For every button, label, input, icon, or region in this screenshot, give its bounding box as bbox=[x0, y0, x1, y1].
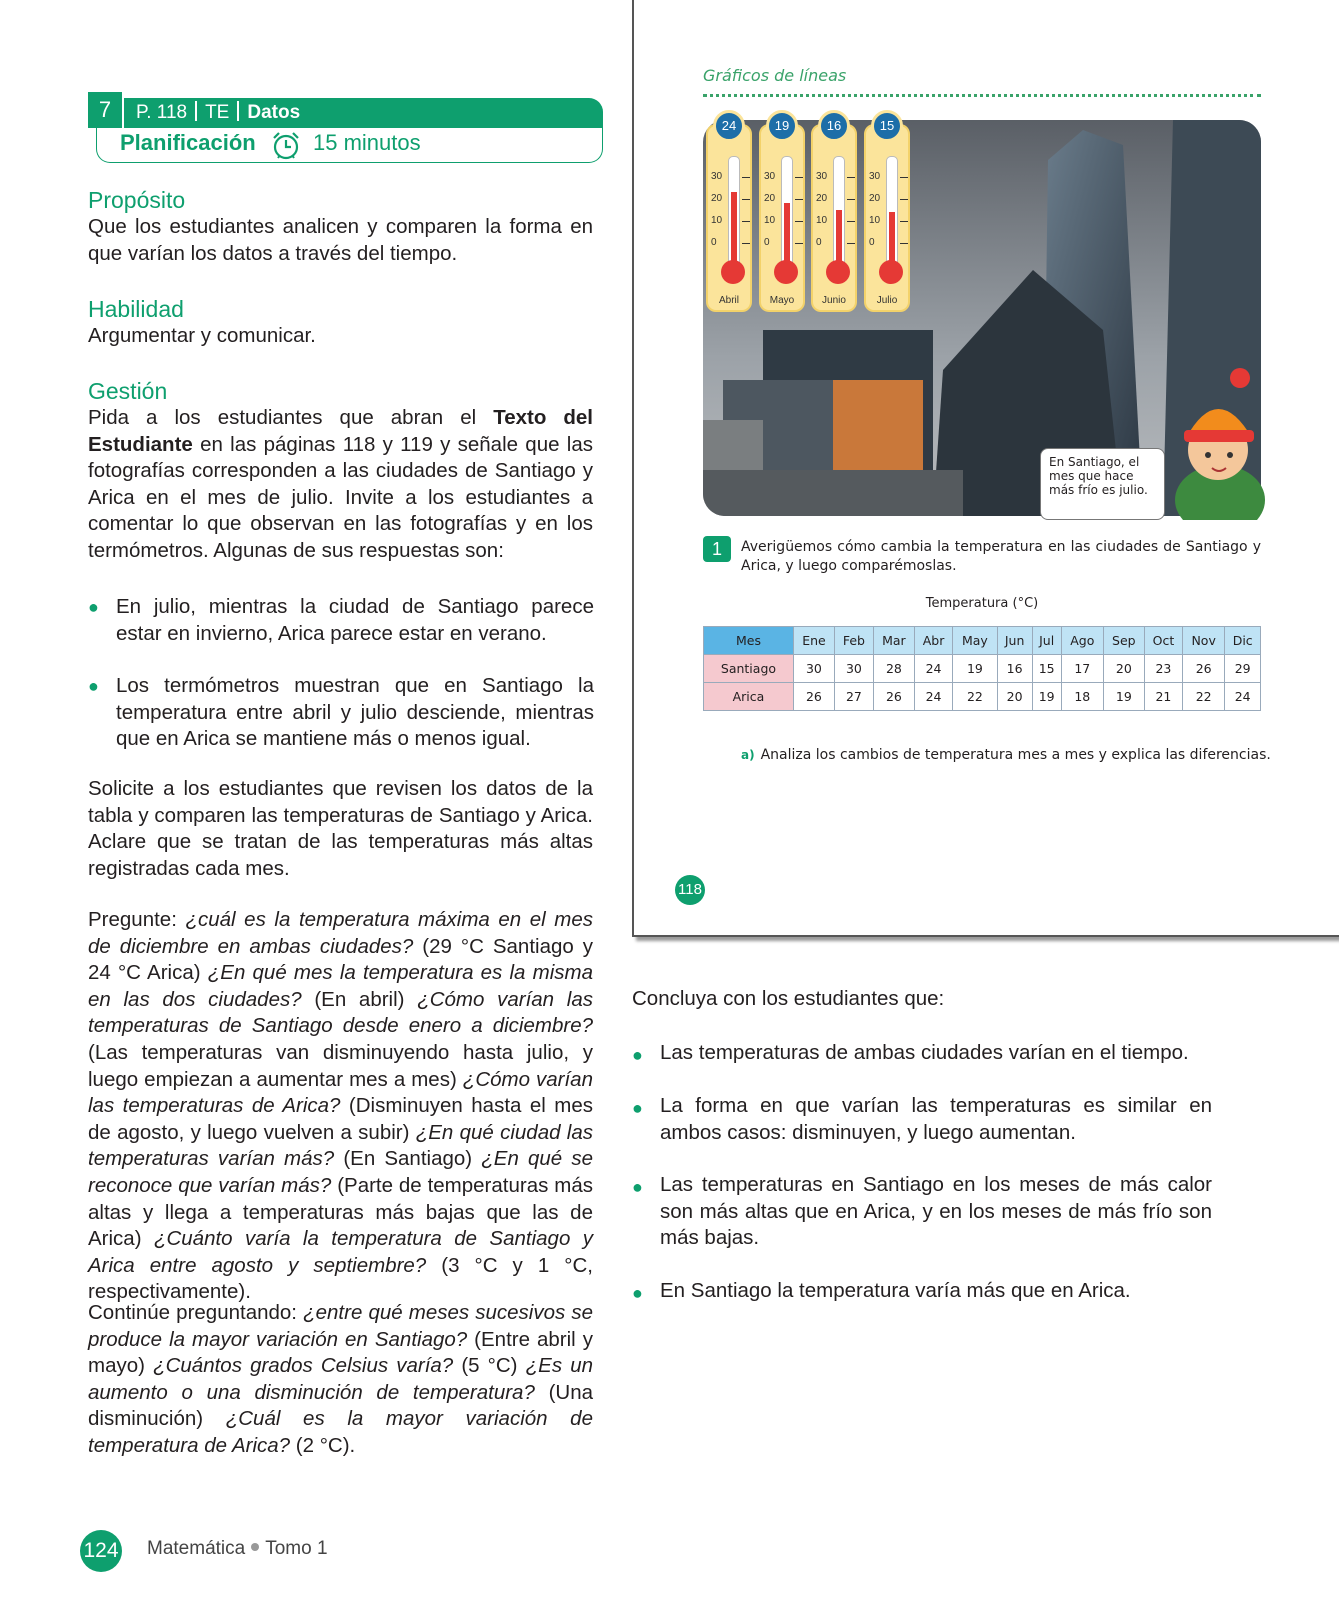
table-header-cell: Feb bbox=[834, 627, 873, 655]
question-italic: ¿Cuánto varía la temperatura de Santiago y Arica entre agosto y septiembre? bbox=[88, 1227, 593, 1277]
thermometer-scale-label: 10 bbox=[816, 215, 828, 226]
table-header-cell: Jul bbox=[1032, 627, 1061, 655]
table-row bbox=[704, 655, 1261, 683]
bullet-dot: ● bbox=[88, 597, 99, 617]
thermometer-tick bbox=[742, 243, 750, 244]
thermometer-scale-label: 30 bbox=[764, 171, 776, 182]
thermometer-tube bbox=[833, 156, 845, 268]
thermometer-scale-label: 20 bbox=[816, 193, 828, 204]
answer-text: (Entre abril y mayo) bbox=[88, 1327, 593, 1378]
thermometer-tick bbox=[742, 177, 750, 178]
table-cell: 22 bbox=[953, 683, 998, 711]
question-italic: ¿entre qué meses sucesivos se produce la mayor variación en Santiago? bbox=[88, 1301, 593, 1351]
footer-dot bbox=[251, 1543, 259, 1551]
thermometer-scale-label: 0 bbox=[869, 237, 875, 248]
thermometer-tick bbox=[847, 199, 855, 200]
question-a bbox=[741, 747, 1271, 763]
thermometer-scale-label: 0 bbox=[764, 237, 770, 248]
question-italic: ¿En qué se reconoce que varían más? bbox=[88, 1147, 593, 1197]
table-header-cell: Ago bbox=[1061, 627, 1103, 655]
paragraph-solicite: Solicite a los estudiantes que revisen los datos de la tabla y comparen las temperaturas de Santiago y Arica. Aclare que se tratan de las temperaturas más altas registradas cada mes. bbox=[88, 777, 593, 880]
thermometer-scale-label: 10 bbox=[711, 215, 723, 226]
child-character-illustration bbox=[1160, 360, 1280, 520]
paragraph-pregunte bbox=[88, 907, 593, 1306]
table-cell: 24 bbox=[914, 683, 952, 711]
table-header-cell: Oct bbox=[1144, 627, 1182, 655]
bullet-dot: ● bbox=[632, 1177, 643, 1197]
thermometer-julio bbox=[864, 118, 910, 312]
thermometer-scale-label: 30 bbox=[816, 171, 828, 182]
answer-text: (2 °C). bbox=[295, 1433, 356, 1457]
thermometer-mayo bbox=[759, 118, 805, 312]
student-page-number: 118 bbox=[675, 875, 705, 905]
answer-text: (Parte de temperaturas más altas y llega a temperaturas más bajas que las de Arica) bbox=[88, 1173, 593, 1251]
gestion-heading: Gestión bbox=[88, 378, 168, 404]
table-header-cell: Dic bbox=[1225, 627, 1261, 655]
thermometer-scale-label: 30 bbox=[869, 171, 881, 182]
question-italic: ¿En qué ciudad las temperaturas varían más? bbox=[88, 1120, 593, 1171]
answer-text: (29 °C Santiago y 24 °C Arica) bbox=[88, 934, 593, 985]
thermometer-tick bbox=[900, 243, 908, 244]
answer-text: (5 °C) bbox=[461, 1354, 526, 1378]
header-ref bbox=[136, 101, 300, 124]
bullet-dot: ● bbox=[88, 676, 99, 696]
thermometer-tick bbox=[795, 221, 803, 222]
table-cell: 30 bbox=[793, 655, 834, 683]
table-header-cell: Abr bbox=[914, 627, 952, 655]
thermometer-month-label: Junio bbox=[822, 295, 846, 306]
thermometer-value-badge: 24 bbox=[713, 110, 745, 142]
thermometer-tube bbox=[728, 156, 740, 268]
thermometer-junio bbox=[811, 118, 857, 312]
paragraph-continue bbox=[88, 1300, 593, 1460]
bullet-dot: ● bbox=[632, 1045, 643, 1065]
thermometer-bulb bbox=[774, 260, 798, 284]
thermometer-month-label: Mayo bbox=[769, 295, 795, 306]
thermometer-tick bbox=[900, 221, 908, 222]
table-cell: 29 bbox=[1225, 655, 1261, 683]
thermometer-bulb bbox=[879, 260, 903, 284]
table-header-cell: Sep bbox=[1103, 627, 1144, 655]
thermometer-scale-label: 20 bbox=[711, 193, 723, 204]
left-bullet-2-text: Los termómetros muestran que en Santiago la temperatura entre abril y julio desciende, mientras que en Arica se mantiene más o menos igual. bbox=[116, 674, 594, 751]
table-row-label: Arica bbox=[704, 683, 794, 711]
conclusion-item-text: Las temperaturas de ambas ciudades varían en el tiempo. bbox=[660, 1041, 1189, 1064]
table-cell: 26 bbox=[793, 683, 834, 711]
question-number: 1 bbox=[703, 536, 731, 562]
table-cell: 27 bbox=[834, 683, 873, 711]
bullet-dot: ● bbox=[632, 1098, 643, 1118]
thermometer-level bbox=[731, 192, 737, 267]
question-a-text: Analiza los cambios de temperatura mes a mes y explica las diferencias. bbox=[760, 747, 1271, 763]
te-label: TE bbox=[205, 102, 230, 123]
answer-text: Pregunte: bbox=[88, 908, 186, 931]
table-cell: 24 bbox=[1225, 683, 1261, 711]
footer-label bbox=[147, 1538, 328, 1560]
table-cell: 16 bbox=[997, 655, 1032, 683]
table-cell: 22 bbox=[1182, 683, 1224, 711]
proposito-text: Que los estudiantes analicen y comparen la forma en que varían los datos a través del tiempo. bbox=[88, 215, 593, 265]
bullet-dot: ● bbox=[632, 1283, 643, 1303]
gestion-paragraph bbox=[88, 405, 593, 565]
thermometer-bulb bbox=[721, 260, 745, 284]
question-italic: ¿Es un aumento o una disminución de temperatura? bbox=[88, 1354, 593, 1404]
thermometer-month-label: Abril bbox=[718, 295, 739, 306]
table-cell: 26 bbox=[873, 683, 914, 711]
thermometer-level bbox=[784, 203, 790, 267]
table-cell: 19 bbox=[953, 655, 998, 683]
student-page-title: Gráficos de líneas bbox=[703, 66, 847, 85]
thermometer-tube bbox=[781, 156, 793, 268]
table-cell: 30 bbox=[834, 655, 873, 683]
left-bullet-1-text: En julio, mientras la ciudad de Santiago parece estar en invierno, Arica parece estar en verano. bbox=[116, 595, 594, 645]
footer-book: Matemática bbox=[147, 1538, 246, 1559]
thermometer-tube bbox=[886, 156, 898, 268]
table-cell: 20 bbox=[997, 683, 1032, 711]
planning-time: 15 minutos bbox=[313, 130, 421, 155]
table-caption: Temperatura (°C) bbox=[925, 596, 1039, 611]
question-italic: ¿En qué mes la temperatura es la misma en las dos ciudades? bbox=[88, 961, 593, 1011]
thermometer-scale-label: 30 bbox=[711, 171, 723, 182]
thermometer-value-badge: 16 bbox=[818, 110, 850, 142]
footer-tome: Tomo 1 bbox=[265, 1538, 328, 1559]
lesson-number: 7 bbox=[88, 92, 124, 128]
table-cell: 24 bbox=[914, 655, 952, 683]
gestion-bold: Texto del Estudiante bbox=[88, 406, 594, 456]
thermometer-scale-label: 20 bbox=[764, 193, 776, 204]
answer-text: (Las temperaturas van disminuyendo hasta julio, y luego empiezan a aumentar mes a mes) bbox=[88, 1040, 593, 1091]
thermometer-bulb bbox=[826, 260, 850, 284]
thermometer-tick bbox=[847, 177, 855, 178]
question-italic: ¿Cómo varían las temperaturas de Arica? bbox=[88, 1067, 593, 1118]
thermometer-level bbox=[889, 212, 895, 267]
answer-text: (Disminuyen hasta el mes de agosto, y luego vuelven a subir) bbox=[88, 1094, 593, 1144]
answer-text: (3 °C y 1 °C, respectivamente). bbox=[88, 1253, 593, 1304]
table-cell: 20 bbox=[1103, 655, 1144, 683]
thermometer-scale-label: 20 bbox=[869, 193, 881, 204]
table-header-cell: Ene bbox=[793, 627, 834, 655]
thermometer-tick bbox=[900, 199, 908, 200]
thermometer-tick bbox=[847, 221, 855, 222]
thermometer-level bbox=[836, 210, 842, 267]
table-cell: 19 bbox=[1103, 683, 1144, 711]
table-header-cell: Mes bbox=[704, 627, 794, 655]
planning-title: Planificación bbox=[120, 130, 256, 155]
topic-label: Datos bbox=[247, 102, 301, 123]
thermometer-value-badge: 19 bbox=[766, 110, 798, 142]
table-header-cell: Jun bbox=[997, 627, 1032, 655]
thermometer-tick bbox=[795, 177, 803, 178]
table-cell: 23 bbox=[1144, 655, 1182, 683]
thermometer-value-badge: 15 bbox=[871, 110, 903, 142]
habilidad-text: Argumentar y comunicar. bbox=[88, 324, 316, 347]
habilidad-heading: Habilidad bbox=[88, 296, 184, 322]
table-cell: 15 bbox=[1032, 655, 1061, 683]
thermometer-tick bbox=[847, 243, 855, 244]
table-header-cell: May bbox=[953, 627, 998, 655]
thermometer-tick bbox=[742, 221, 750, 222]
table-cell: 28 bbox=[873, 655, 914, 683]
thermometer-month-label: Julio bbox=[876, 295, 898, 306]
question-italic: ¿cuál es la temperatura máxima en el mes de diciembre en ambas ciudades? bbox=[88, 908, 594, 958]
thermometer-scale-label: 0 bbox=[711, 237, 717, 248]
proposito-heading: Propósito bbox=[88, 187, 186, 213]
conclusion-intro: Concluya con los estudiantes que: bbox=[632, 987, 945, 1010]
alarm-clock-icon bbox=[270, 130, 302, 160]
thermometer-tick bbox=[900, 177, 908, 178]
table-cell: 26 bbox=[1182, 655, 1224, 683]
table-row-label: Santiago bbox=[704, 655, 794, 683]
answer-text: (En Santiago) bbox=[343, 1147, 482, 1171]
temperature-table bbox=[703, 626, 1261, 711]
thermometer-scale-label: 10 bbox=[869, 215, 881, 226]
dotted-divider bbox=[703, 94, 1261, 97]
thermometer-scale-label: 0 bbox=[816, 237, 822, 248]
answer-text: (Una disminución) bbox=[88, 1380, 593, 1431]
answer-text: (En abril) bbox=[314, 987, 418, 1011]
gestion-text-c: en las páginas 118 y 119 y señale que las fotografías corresponden a las ciudades de Santiago y Arica en el mes de julio. Invite a los estudiantes a comentar lo que observan en las fotografías y en los termómetros. Algunas de sus respuestas son: bbox=[88, 432, 593, 562]
page-ref: P. 118 bbox=[136, 102, 188, 123]
table-header-cell: Mar bbox=[873, 627, 914, 655]
conclusion-item-text: En Santiago la temperatura varía más que en Arica. bbox=[660, 1279, 1131, 1302]
gestion-text-a: Pida a los estudiantes que abran el bbox=[88, 406, 494, 429]
speech-bubble: En Santiago, el mes que hace más frío es julio. bbox=[1040, 448, 1165, 520]
thermometer-tick bbox=[795, 199, 803, 200]
table-cell: 21 bbox=[1144, 683, 1182, 711]
thermometer-scale-label: 10 bbox=[764, 215, 776, 226]
question-italic: ¿Cuál es la mayor variación de temperatura de Arica? bbox=[88, 1407, 593, 1457]
answer-text: Continúe preguntando: bbox=[88, 1301, 304, 1324]
left-bullet-1 bbox=[88, 594, 593, 654]
question-italic: ¿Cómo varían las temperaturas de Santiago desde enero a diciembre? bbox=[88, 987, 593, 1038]
left-bullet-2 bbox=[88, 673, 593, 753]
table-header-cell: Nov bbox=[1182, 627, 1224, 655]
thermometer-tick bbox=[795, 243, 803, 244]
conclusion-item-text: La forma en que varían las temperaturas es similar en ambos casos: disminuyen, y luego aumentan. bbox=[660, 1094, 1212, 1144]
thermometer-tick bbox=[742, 199, 750, 200]
page-number: 124 bbox=[80, 1530, 122, 1572]
table-cell: 18 bbox=[1061, 683, 1103, 711]
table-cell: 17 bbox=[1061, 655, 1103, 683]
table-cell: 19 bbox=[1032, 683, 1061, 711]
table-row bbox=[704, 683, 1261, 711]
thermometer-abril bbox=[706, 118, 752, 312]
question-text: Averigüemos cómo cambia la temperatura en las ciudades de Santiago y Arica, y luego comparémoslas. bbox=[741, 539, 1261, 574]
question-italic: ¿Cuántos grados Celsius varía? bbox=[153, 1354, 462, 1378]
conclusion-item-text: Las temperaturas en Santiago en los meses de más calor son más altas que en Arica, y en los meses de más frío son más bajas. bbox=[660, 1173, 1212, 1250]
question-a-label: a) bbox=[741, 748, 755, 762]
